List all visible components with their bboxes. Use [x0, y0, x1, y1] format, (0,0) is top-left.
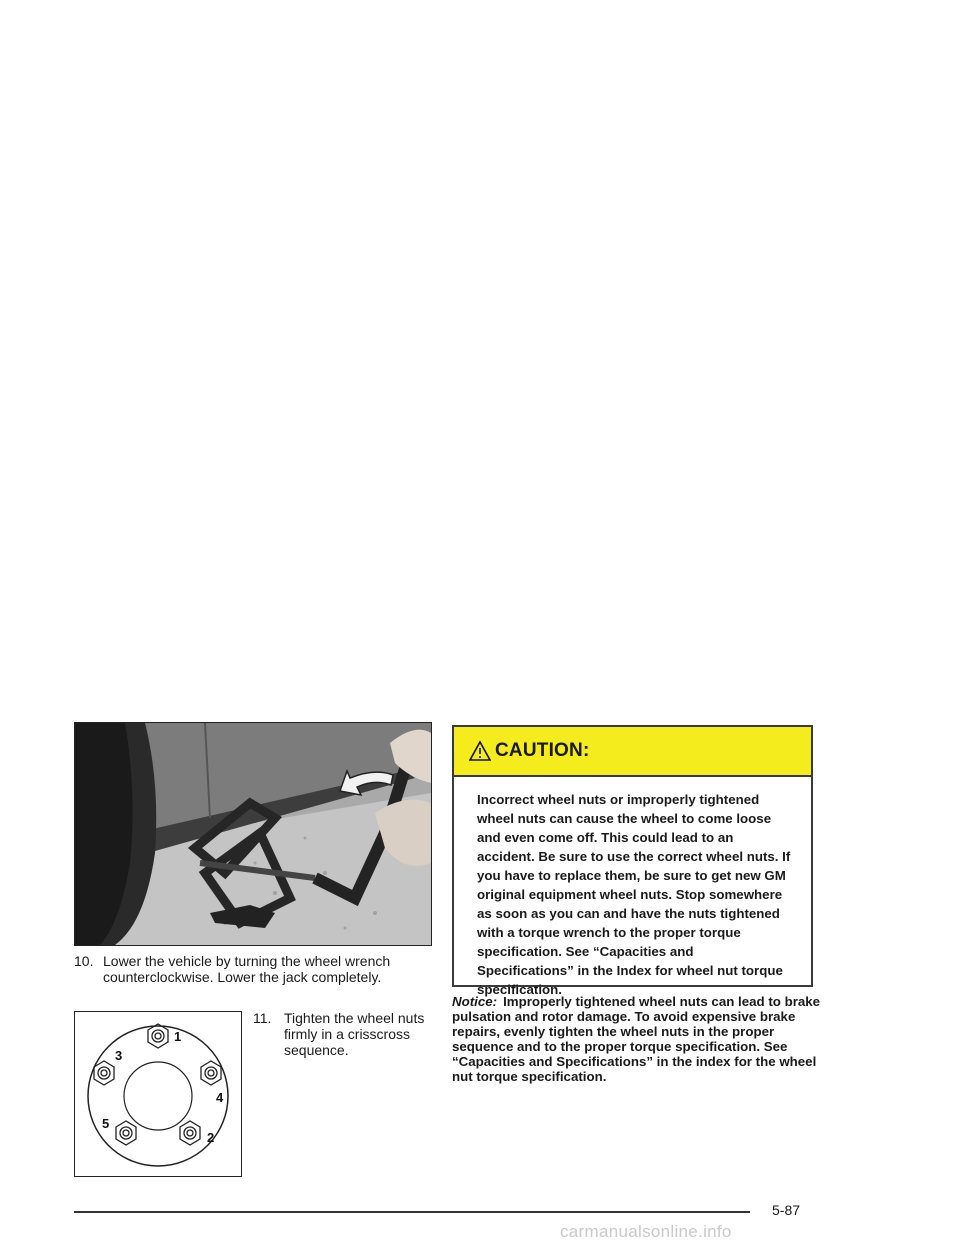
caution-text: Incorrect wheel nuts or improperly tightened wheel nuts can cause the wheel to come loose and even come off. This could lead to an accident. Be sure to use the correct wheel nuts. If you have to replace them, be sure to get new GM original equipment wheel nuts. Stop somewhere as soon as you can and have the nuts tightened with a torque wrench to the proper torque specification. See “Capacities and Specifications” in the Index for wheel nut torque specification. [477, 792, 791, 997]
notice-paragraph [452, 994, 822, 1084]
notice-text: Improperly tightened wheel nuts can lead to brake pulsation and rotor damage. To avoid expensive brake repairs, evenly tighten the wheel nuts in the proper sequence and to the proper torque specification. See “Capacities and Specifications” in the index for the wheel nut torque specification. [452, 994, 821, 1084]
caution-header [454, 727, 811, 777]
step-text: Lower the vehicle by turning the wheel wrench counterclockwise. Lower the jack completely. [103, 953, 391, 985]
caution-title: CAUTION: [495, 740, 590, 761]
nut-label-5: 5 [102, 1116, 110, 1131]
jack-lowering-photo [74, 722, 432, 946]
watermark: carmanualsonline.info [560, 1222, 732, 1241]
nut-label-3: 3 [115, 1048, 123, 1063]
warning-triangle-icon [469, 740, 491, 762]
wheel-nut-sequence-diagram [74, 1011, 242, 1177]
page-number: 5-87 [772, 1202, 801, 1218]
step-text: Tighten the wheel nuts firmly in a crisscross sequence. [284, 1010, 425, 1058]
notice-label: Notice: [452, 994, 498, 1009]
footer-rule [74, 1211, 750, 1213]
step-number: 10. [74, 953, 94, 969]
nut-label-4: 4 [216, 1090, 224, 1105]
step-10 [74, 953, 434, 985]
nut-label-2: 2 [207, 1130, 215, 1145]
step-number: 11. [253, 1010, 272, 1026]
step-11 [241, 1010, 431, 1058]
nut-label-1: 1 [174, 1029, 182, 1044]
caution-box [452, 725, 813, 997]
